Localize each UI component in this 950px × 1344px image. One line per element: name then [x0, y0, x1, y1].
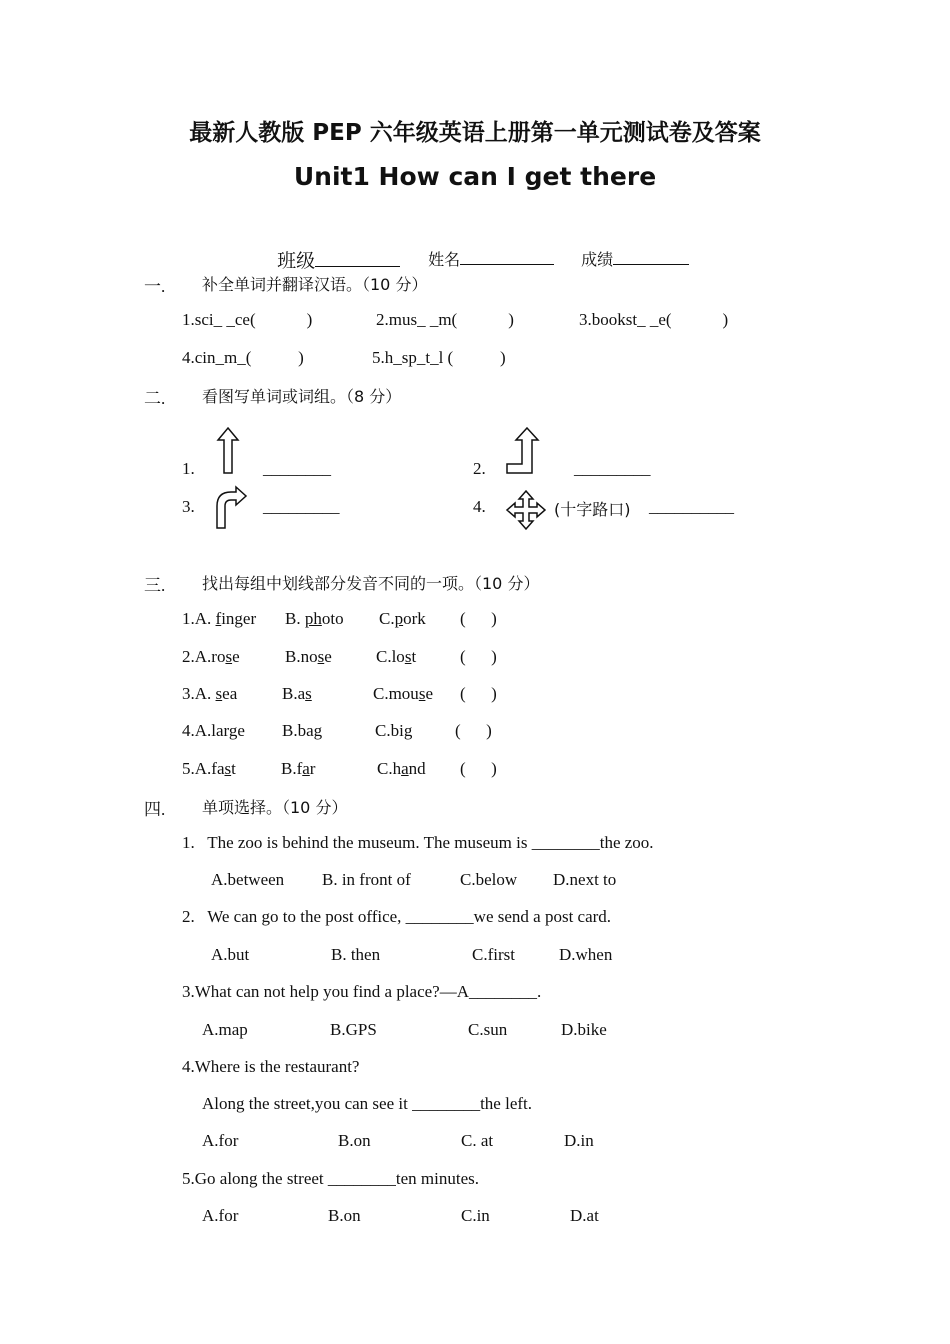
- s3-row-3-option-b: B.as: [282, 684, 312, 703]
- s3-row-4-option-c: C.big: [375, 721, 413, 740]
- s2-item-2-blank[interactable]: _________: [574, 459, 651, 478]
- s3-row-2-option-b: B.nose: [285, 647, 332, 666]
- s4-q3-option-a[interactable]: A.map: [202, 1020, 248, 1039]
- s1-item-3[interactable]: 3.bookst_ _e( ): [579, 310, 729, 329]
- s3-row-1-answer[interactable]: ( ): [460, 609, 497, 628]
- s3-row-5-answer[interactable]: ( ): [460, 759, 497, 778]
- s1-item-2[interactable]: 2.mus_ _m( ): [376, 310, 514, 329]
- s3-row-3-option-c: C.mouse: [373, 684, 433, 703]
- page-title-cn: 最新人教版 PEP 六年级英语上册第一单元测试卷及答案: [189, 120, 761, 146]
- turn-right-arrow-icon: [214, 486, 248, 530]
- s2-item-3-blank[interactable]: _________: [263, 497, 340, 516]
- s2-item-4-number: 4.: [473, 497, 486, 516]
- s4-question-2: 2. We can go to the post office, ________we send a post card.: [182, 907, 612, 926]
- s4-q1-option-b[interactable]: B. in front of: [322, 870, 411, 889]
- section3-title: 找出每组中划线部分发音不同的一项。（10 分）: [202, 574, 540, 593]
- s4-q3-option-c[interactable]: C.sun: [468, 1020, 508, 1039]
- section4-title: 单项选择。（10 分）: [202, 798, 348, 817]
- page-title-en: Unit1 How can I get there: [293, 162, 657, 191]
- s4-q1-option-a[interactable]: A.between: [211, 870, 285, 889]
- name-label: 姓名: [428, 250, 461, 269]
- straight-arrow-icon: [214, 426, 242, 476]
- s4-q1-option-c[interactable]: C.below: [460, 870, 518, 889]
- s2-item-3-number: 3.: [182, 497, 195, 516]
- s3-row-5-option-a: 5.A.fast: [182, 759, 236, 778]
- s3-row-2-answer[interactable]: ( ): [460, 647, 497, 666]
- class-label: 班级: [277, 250, 316, 272]
- score-label: 成绩: [581, 250, 614, 269]
- s2-item-4-hint: (十字路口): [554, 500, 631, 519]
- s4-question-4: 4.Where is the restaurant?: [182, 1057, 360, 1076]
- s3-row-2-option-c: C.lost: [376, 647, 417, 666]
- class-field[interactable]: [265, 224, 400, 273]
- s4-question-4-line2: Along the street,you can see it ________the left.: [202, 1094, 532, 1113]
- s3-row-1-option-a: 1.A. finger: [182, 609, 257, 628]
- s1-item-5[interactable]: 5.h_sp_t_l ( ): [372, 348, 506, 367]
- s4-question-5: 5.Go along the street ________ten minutes.: [182, 1169, 479, 1188]
- section4-number: 四.: [144, 800, 166, 819]
- s4-q2-option-b[interactable]: B. then: [331, 945, 381, 964]
- s4-q1-option-d[interactable]: D.next to: [553, 870, 617, 889]
- s2-item-1-blank[interactable]: ________: [263, 459, 331, 478]
- s3-row-4-option-a: 4.A.large: [182, 721, 245, 740]
- s2-item-1-number: 1.: [182, 459, 195, 478]
- s3-row-5-option-c: C.hand: [377, 759, 426, 778]
- section3-number: 三.: [144, 576, 166, 595]
- s3-row-3-answer[interactable]: ( ): [460, 684, 497, 703]
- score-blank[interactable]: [613, 248, 689, 265]
- s1-item-1[interactable]: 1.sci_ _ce( ): [182, 310, 313, 329]
- s4-q2-option-d[interactable]: D.when: [559, 945, 613, 964]
- class-blank[interactable]: [315, 250, 400, 267]
- name-field[interactable]: [418, 228, 554, 270]
- s3-row-1-option-b: B. photo: [285, 609, 344, 628]
- s4-q4-option-a[interactable]: A.for: [202, 1131, 239, 1150]
- turn-up-arrow-icon: [505, 426, 541, 476]
- s3-row-1-option-c: C.pork: [379, 609, 426, 628]
- s3-row-4-answer[interactable]: ( ): [455, 721, 492, 740]
- s2-item-4-blank[interactable]: __________: [649, 497, 734, 516]
- s4-q2-option-a[interactable]: A.but: [211, 945, 250, 964]
- s4-question-1: 1. The zoo is behind the museum. The museum is ________the zoo.: [182, 833, 654, 852]
- s2-item-2-number: 2.: [473, 459, 486, 478]
- s3-row-5-option-b: B.far: [281, 759, 316, 778]
- section1-number: 一.: [144, 277, 166, 296]
- s4-q3-option-d[interactable]: D.bike: [561, 1020, 607, 1039]
- name-blank[interactable]: [460, 248, 554, 265]
- section2-number: 二.: [144, 389, 166, 408]
- s4-q5-option-a[interactable]: A.for: [202, 1206, 239, 1225]
- section2-title: 看图写单词或词组。（8 分）: [202, 387, 402, 406]
- s4-question-3: 3.What can not help you find a place?—A________.: [182, 982, 542, 1001]
- s3-row-2-option-a: 2.A.rose: [182, 647, 240, 666]
- s1-item-4[interactable]: 4.cin_m_( ): [182, 348, 304, 367]
- section1-title: 补全单词并翻译汉语。（10 分）: [202, 275, 428, 294]
- s4-q4-option-d[interactable]: D.in: [564, 1131, 594, 1150]
- s4-q4-option-c[interactable]: C. at: [461, 1131, 494, 1150]
- s4-q5-option-d[interactable]: D.at: [570, 1206, 599, 1225]
- s4-q2-option-c[interactable]: C.first: [472, 945, 515, 964]
- s3-row-3-option-a: 3.A. sea: [182, 684, 238, 703]
- s4-q5-option-b[interactable]: B.on: [328, 1206, 361, 1225]
- s4-q3-option-b[interactable]: B.GPS: [330, 1020, 377, 1039]
- s3-row-4-option-b: B.bag: [282, 721, 323, 740]
- score-field[interactable]: [571, 228, 689, 270]
- s4-q5-option-c[interactable]: C.in: [461, 1206, 490, 1225]
- s4-q4-option-b[interactable]: B.on: [338, 1131, 371, 1150]
- crossroads-icon: [506, 490, 546, 530]
